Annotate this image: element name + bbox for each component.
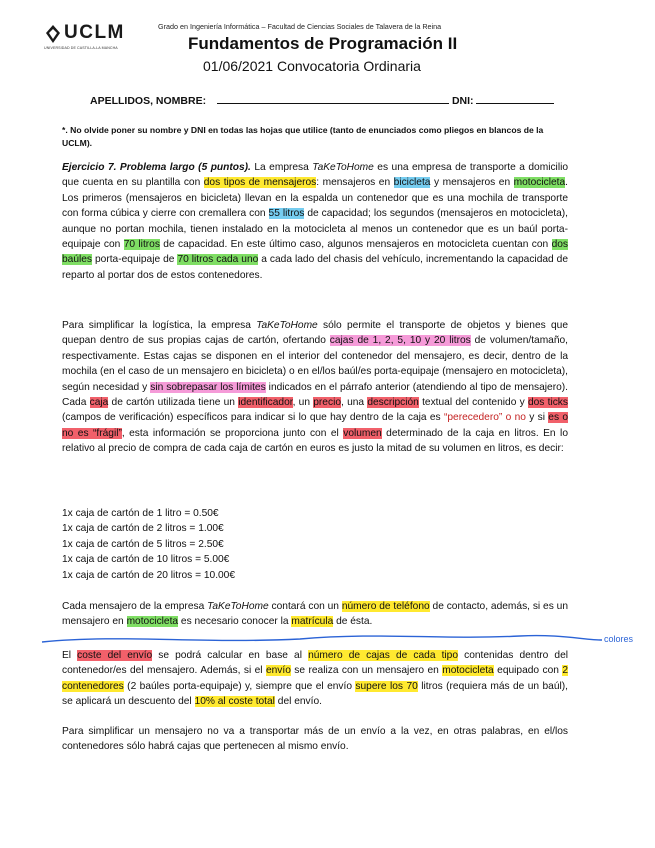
name-row	[90, 92, 554, 107]
exercise-title: Ejercicio 7. Problema largo (5 puntos).	[62, 162, 251, 173]
price-item: 1x caja de cartón de 10 litros = 5.00€	[62, 554, 230, 566]
annotation-label: colores	[604, 634, 634, 644]
price-item: 1x caja de cartón de 20 litros = 10.00€	[62, 569, 236, 581]
dni-label: DNI:	[451, 95, 474, 107]
price-item: 1x caja de cartón de 5 litros = 2.50€	[62, 538, 224, 550]
price-item: 1x caja de cartón de 2 litros = 1.00€	[62, 523, 224, 535]
exam-date: 01/06/2021 Convocatoria Ordinaria	[203, 58, 421, 74]
name-label: APELLIDOS, NOMBRE:	[90, 95, 207, 107]
course-title: Fundamentos de Programación II	[188, 34, 458, 53]
price-list	[62, 506, 235, 583]
price-item: 1x caja de cartón de 1 litro = 0.50€	[62, 508, 219, 519]
company-name: TaKeToHome	[312, 162, 374, 173]
dni-field[interactable]	[476, 92, 554, 104]
degree-line: Grado en Ingeniería Informática – Facultad de Ciencias Sociales de Talavera de la Reina	[158, 22, 442, 31]
uclm-logo	[44, 22, 144, 52]
logo-subtitle: UNIVERSIDAD DE CASTILLA-LA MANCHA	[44, 46, 118, 50]
uclm-logo-icon	[44, 24, 62, 44]
paragraph-3: Cada mensajero de la empresa TaKeToHome contará con un número de teléfono de contacto, además, si es un mensajero en motocicleta es necesario conocer la matrícula de ésta.	[62, 601, 569, 628]
paragraph-2: Para simplificar la logística, la empresa TaKeToHome sólo permite el transporte de objetos y bienes que quepan dentro de sus propias cajas de cartón, ofertando cajas de 1, 2, 5, 10 y 20 litros de volumen/tamaño, respectivamente. Estas cajas se disponen en el interior del contenedor del mensajero, es decir, dentro de la mochila (en el caso de un mensajero en bicicleta) o en el/los baúl/es porta-equipaje (mensajero en motocicleta), según necesidad y sin sobrepasar los límites indicados en el párrafo anterior (atendiendo al tipo de mensajero). Cada caja de cartón utilizada tiene un identificador, un precio, una descripción textual del contenido y dos ticks (campos de verificación) específicos para indicar si lo que hay dentro de la caja es “perecedero” o no y si es o no es “frágil”, esta información se proporciona junto con el volumen determinado de la caja en litros. En lo relativo al precio de compra de cada caja de cartón en euros es justo la mitad de su volumen en litros, es decir:	[62, 320, 569, 455]
logo-text: UCLM	[64, 22, 125, 43]
instructions-note: *. No olvide poner su nombre y DNI en todas las hojas que utilice (tanto de enunciados como pliegos en blancos de la UCLM).	[62, 125, 544, 148]
paragraph-5: Para simplificar un mensajero no va a transportar más de un envío a la vez, en otras palabras, en el/los contenedores sólo habrá cajas que pertenecen al mismo envío.	[62, 726, 568, 753]
paragraph-4: El coste del envío se podrá calcular en base al número de cajas de cada tipo contenidas dentro del contenedor/es del mensajero. Además, si el envío se realiza con un mensajero en motocicleta equipado con 2 contenedores (2 baúles porta-equipaje) y, siempre que el envío supere los 70 litros (requiera más de un baúl), se aplicará un descuento del 10% al coste total del envío.	[62, 650, 569, 708]
paragraph-1: Ejercicio 7. Problema largo (5 puntos). La empresa TaKeToHome es una empresa de transporte a domicilio que cuenta en su plantilla con dos tipos de mensajeros: mensajeros en bicicleta y mensajeros en motocicleta. Los primeros (mensajeros en bicicleta) llevan en la espalda un contenedor que es una mochila de transporte con forma cúbica y cierre con cremallera con 55 litros de capacidad; los segundos (mensajeros en motocicleta), aunque no portan mochila, tienen instalado en la motocicleta al menos un contenedor que es un baúl porta-equipaje con 70 litros de capacidad. En este último caso, algunos mensajeros en motocicleta cuentan con dos baúles porta-equipaje de 70 litros cada uno a cada lado del chasis del vehículo, incrementando la capacidad de reparto al portar dos de estos contenedores.	[62, 162, 569, 281]
name-field[interactable]	[217, 92, 449, 104]
